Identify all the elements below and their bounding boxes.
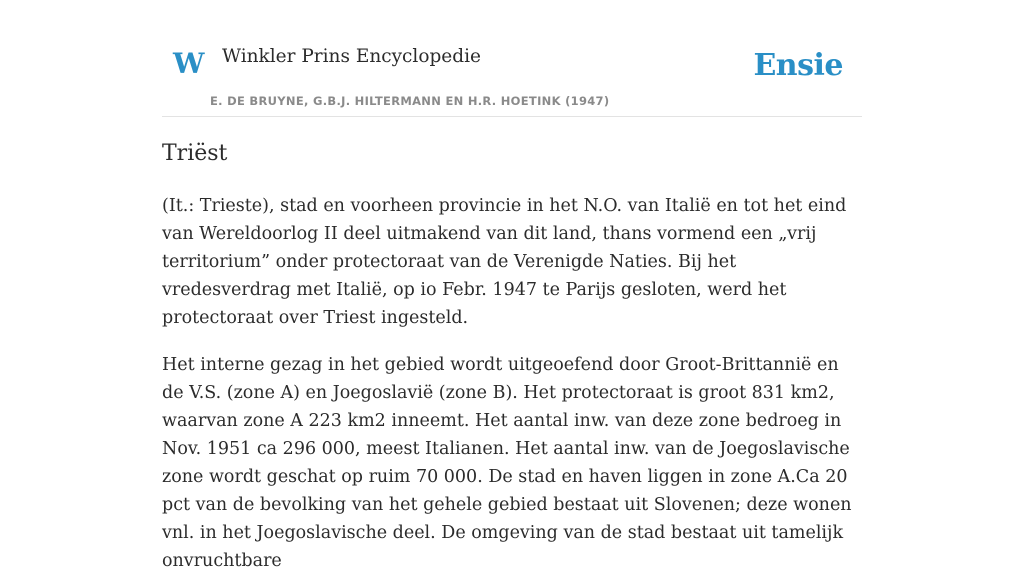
ensie-logo[interactable]: Ensie: [753, 48, 843, 83]
article-paragraph: (It.: Trieste), stad en voorheen provincie in het N.O. van Italië en tot het eind van Wereldoorlog II deel uitmakend van dit land, thans vormend een „vrij territorium” onder protectoraat van de Verenigde Naties. Bij het vredesverdrag met Italië, op io Febr. 1947 te Parijs gesloten, werd het protectoraat over Triest ingesteld.: [162, 195, 847, 328]
header: [162, 0, 862, 117]
article-title: Triëst: [162, 141, 228, 166]
publication-title[interactable]: Winkler Prins Encyclopedie: [222, 46, 481, 67]
publication-authors: E. DE BRUYNE, G.B.J. HILTERMANN EN H.R. HOETINK (1947): [210, 94, 610, 108]
article: [162, 140, 862, 575]
article-paragraph: Het interne gezag in het gebied wordt uitgeoefend door Groot-Brittannië en de V.S. (zone A) en Joegoslavië (zone B). Het protectoraat is groot 831 km2, waarvan zone A 223 km2 inneemt. Het aantal inw. van deze zone bedroeg in Nov. 1951 ca 296 000, meest Italianen. Het aantal inw. van de Joegoslavische zone wordt geschat op ruim 70 000. De stad en haven liggen in zone A.Ca 20 pct van de bevolking van het gehele gebied bestaat uit Slovenen; deze wonen vnl. in het Joegoslavische deel. De omgeving van de stad bestaat uit tamelijk onvruchtbare: [162, 354, 852, 571]
logo-w-icon[interactable]: W: [173, 47, 205, 80]
